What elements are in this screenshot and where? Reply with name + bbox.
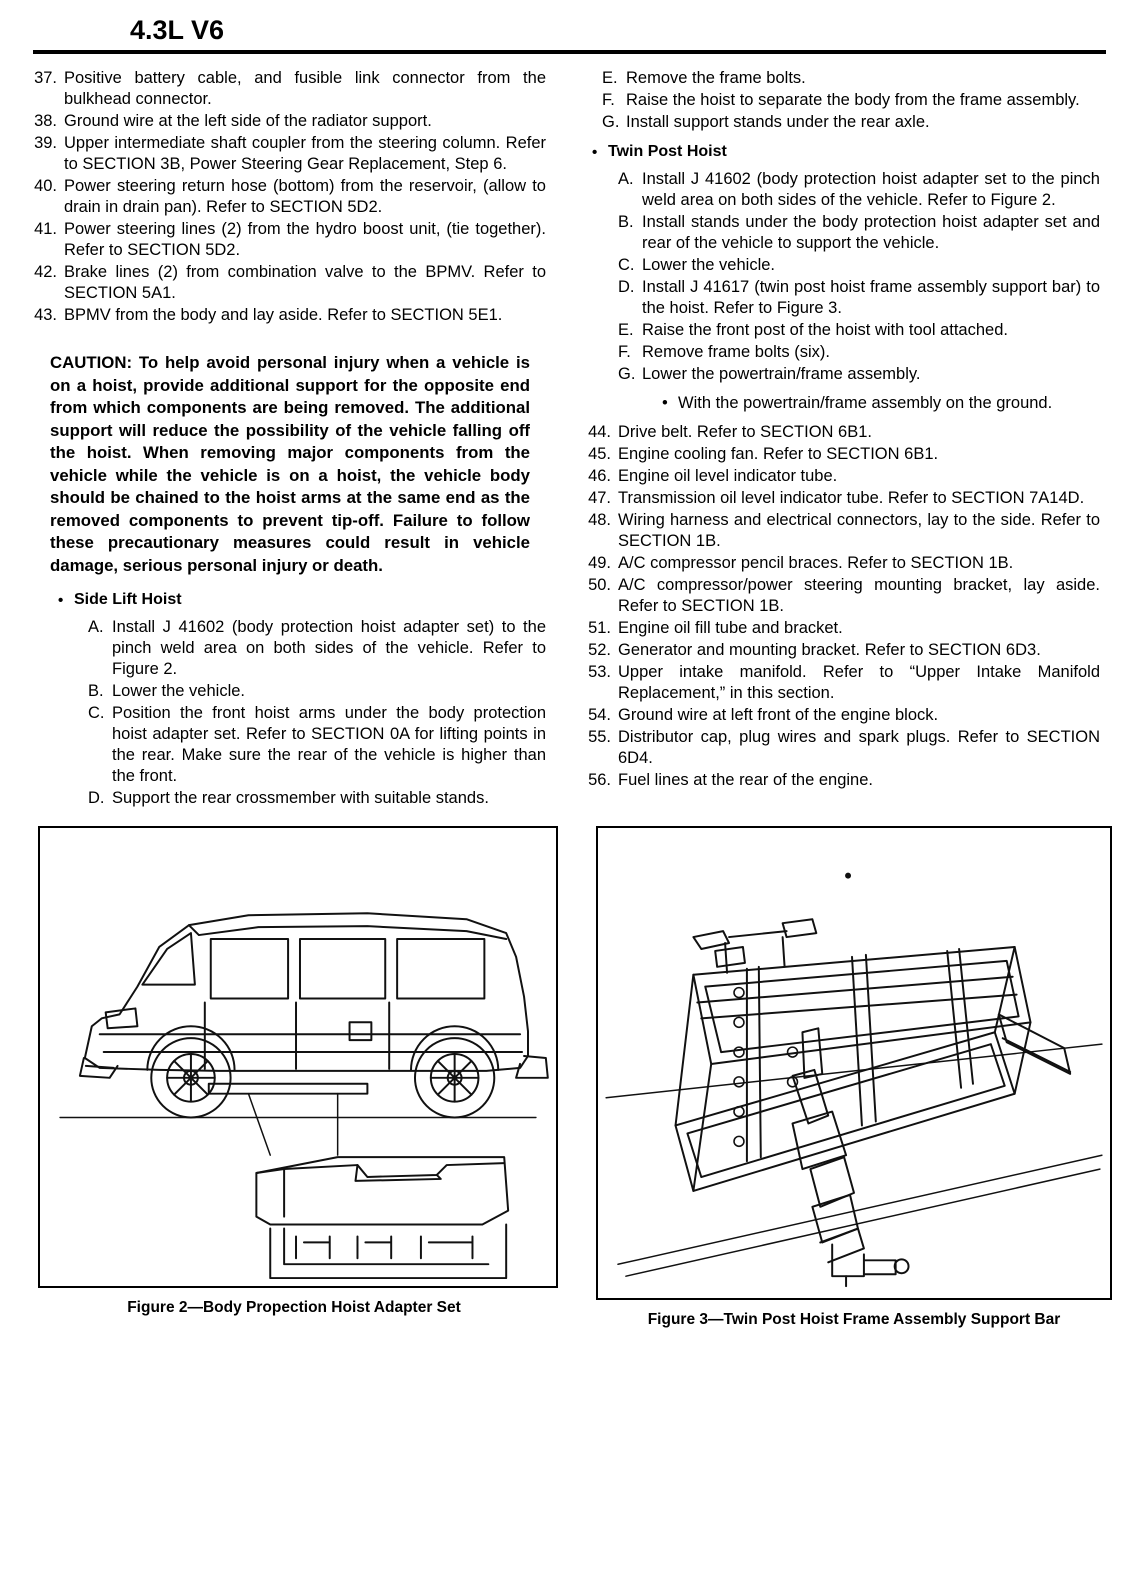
list-item-number: 47. xyxy=(588,489,611,507)
list-item-text: Install J 41617 (twin post hoist frame assembly support bar) to the hoist. Refer to Figure 3. xyxy=(642,278,1100,317)
list-item-text: Upper intake manifold. Refer to “Upper Intake Manifold Replacement,” in this section. xyxy=(618,663,1100,702)
figures-row xyxy=(30,826,1106,1330)
list-item-number: 39. xyxy=(34,134,57,152)
list-item xyxy=(584,705,1100,726)
list-item-number: 48. xyxy=(588,511,611,529)
list-item-text: Fuel lines at the rear of the engine. xyxy=(618,771,873,789)
list-item xyxy=(584,553,1100,574)
figure-2-caption: Figure 2—Body Propection Hoist Adapter Set xyxy=(127,1299,461,1316)
list-item-letter: G. xyxy=(618,365,636,383)
figure-3-frame xyxy=(596,826,1112,1300)
list-item-number: 41. xyxy=(34,220,57,238)
list-item-number: 45. xyxy=(588,445,611,463)
list-item xyxy=(602,112,1100,133)
list-item-number: 52. xyxy=(588,641,611,659)
list-item-number: 50. xyxy=(588,576,611,594)
list-item-text: Support the rear crossmember with suitable stands. xyxy=(112,789,489,807)
list-item xyxy=(602,90,1100,111)
list-item xyxy=(618,342,1100,363)
list-item-text: Remove the frame bolts. xyxy=(626,69,806,87)
list-item-text: Install stands under the body protection hoist adapter set and rear of the vehicle to support the vehicle. xyxy=(642,213,1100,252)
figure-3-block xyxy=(596,826,1112,1330)
list-item-number: 46. xyxy=(588,467,611,485)
list-item xyxy=(618,364,1100,385)
twin-post-subbullet-text: With the powertrain/frame assembly on the ground. xyxy=(678,394,1053,412)
list-item xyxy=(30,133,546,175)
list-item-text: Positive battery cable, and fusible link connector from the bulkhead connector. xyxy=(64,69,546,108)
list-item-text: Lower the vehicle. xyxy=(112,682,245,700)
list-item xyxy=(584,640,1100,661)
right-column xyxy=(584,68,1100,810)
list-item-text: A/C compressor pencil braces. Refer to SECTION 1B. xyxy=(618,554,1014,572)
figure-2-illustration xyxy=(40,828,556,1286)
list-item xyxy=(88,788,546,809)
list-item xyxy=(618,255,1100,276)
list-item xyxy=(584,510,1100,552)
caution-notice: CAUTION: To help avoid personal injury when a vehicle is on a hoist, provide additional support for the opposite end from which components are being removed. The additional support will reduce the possibility of the vehicle falling off the hoist. When removing major components from the vehicle while the vehicle is on a hoist, the vehicle body should be chained to the hoist arms at the same end as the removed components to prevent tip-off. Failure to follow these precautionary measures could result in vehicle damage, serious personal injury or death. xyxy=(50,353,530,575)
list-item-text: Install support stands under the rear axle. xyxy=(626,113,930,131)
side-lift-hoist-label: Side Lift Hoist xyxy=(74,591,182,608)
left-column xyxy=(30,68,546,810)
list-item xyxy=(584,422,1100,443)
list-item xyxy=(584,662,1100,704)
list-item xyxy=(88,703,546,787)
list-item-text: Drive belt. Refer to SECTION 6B1. xyxy=(618,423,873,441)
list-item-number: 43. xyxy=(34,306,57,324)
list-item-number: 55. xyxy=(588,728,611,746)
list-item-text: Transmission oil level indicator tube. Refer to SECTION 7A14D. xyxy=(618,489,1085,507)
list-item xyxy=(584,466,1100,487)
list-item-letter: E. xyxy=(602,69,618,87)
list-item-text: A/C compressor/power steering mounting bracket, lay aside. Refer to SECTION 1B. xyxy=(618,576,1100,615)
list-item-number: 53. xyxy=(588,663,611,681)
continued-lettered-steps xyxy=(602,68,1100,133)
list-item-text: Ground wire at the left side of the radiator support. xyxy=(64,112,432,130)
page-title: 4.3L V6 xyxy=(130,15,225,45)
list-item-letter: C. xyxy=(618,256,635,274)
list-item-number: 42. xyxy=(34,263,57,281)
list-item xyxy=(618,320,1100,341)
list-item xyxy=(584,444,1100,465)
list-item-number: 56. xyxy=(588,771,611,789)
bullet-icon: • xyxy=(58,592,64,609)
list-item-number: 38. xyxy=(34,112,57,130)
list-item-text: Engine oil fill tube and bracket. xyxy=(618,619,843,637)
list-item-number: 49. xyxy=(588,554,611,572)
list-item xyxy=(30,219,546,261)
left-numbered-list xyxy=(30,68,546,326)
list-item xyxy=(584,618,1100,639)
list-item xyxy=(584,770,1100,791)
list-item-letter: C. xyxy=(88,704,105,722)
side-lift-hoist-steps xyxy=(88,617,546,809)
list-item-letter: A. xyxy=(88,618,104,636)
list-item-text: BPMV from the body and lay aside. Refer to SECTION 5E1. xyxy=(64,306,503,324)
list-item-text: Engine oil level indicator tube. xyxy=(618,467,838,485)
list-item-text: Install J 41602 (body protection hoist adapter set) to the pinch weld area on both sides of the vehicle. Refer to Figure 2. xyxy=(112,618,546,678)
header-divider xyxy=(33,50,1106,54)
list-item-text: Lower the powertrain/frame assembly. xyxy=(642,365,921,383)
list-item xyxy=(584,575,1100,617)
list-item xyxy=(30,176,546,218)
twin-post-hoist-steps xyxy=(618,169,1100,385)
list-item-letter: F. xyxy=(618,343,631,361)
list-item-letter: A. xyxy=(618,170,634,188)
figure-2-frame xyxy=(38,826,558,1288)
list-item-letter: B. xyxy=(618,213,634,231)
list-item-text: Generator and mounting bracket. Refer to SECTION 6D3. xyxy=(618,641,1041,659)
body-columns xyxy=(30,68,1106,810)
list-item-text: Power steering return hose (bottom) from the reservoir, (allow to drain in drain pan). Refer to SECTION 5D2. xyxy=(64,177,546,216)
list-item xyxy=(30,305,546,326)
side-lift-hoist-heading xyxy=(58,591,546,611)
right-numbered-list xyxy=(584,422,1100,791)
list-item-text: Engine cooling fan. Refer to SECTION 6B1. xyxy=(618,445,939,463)
twin-post-hoist-heading xyxy=(592,143,1100,163)
twin-post-subbullet xyxy=(662,393,1100,414)
list-item xyxy=(30,68,546,110)
list-item-text: Position the front hoist arms under the body protection hoist adapter set. Refer to SECTION 0A for lifting points in the rear. Make sure the rear of the vehicle is higher than the front. xyxy=(112,704,546,785)
twin-post-hoist-label: Twin Post Hoist xyxy=(608,143,727,160)
list-item-number: 37. xyxy=(34,69,57,87)
figure-3-caption: Figure 3—Twin Post Hoist Frame Assembly Support Bar xyxy=(647,1311,1061,1328)
list-item-text: Raise the front post of the hoist with tool attached. xyxy=(642,321,1008,339)
list-item-text: Lower the vehicle. xyxy=(642,256,775,274)
list-item-letter: F. xyxy=(602,91,615,109)
list-item-number: 51. xyxy=(588,619,611,637)
list-item-letter: D. xyxy=(88,789,105,807)
list-item xyxy=(30,111,546,132)
list-item-number: 40. xyxy=(34,177,57,195)
list-item-text: Raise the hoist to separate the body from the frame assembly. xyxy=(626,91,1080,109)
list-item xyxy=(30,262,546,304)
list-item xyxy=(88,681,546,702)
figure-2-block xyxy=(30,826,558,1318)
list-item-text: Upper intermediate shaft coupler from the steering column. Refer to SECTION 3B, Power Steering Gear Replacement, Step 6. xyxy=(64,134,546,173)
page-header xyxy=(30,14,1106,54)
bullet-icon: • xyxy=(592,144,598,161)
list-item-letter: D. xyxy=(618,278,635,296)
list-item-text: Power steering lines (2) from the hydro boost unit, (tie together). Refer to SECTION 5D2. xyxy=(64,220,546,259)
list-item xyxy=(584,727,1100,769)
list-item xyxy=(584,488,1100,509)
list-item-text: Install J 41602 (body protection hoist adapter set to the pinch weld area on both sides of the vehicle. Refer to Figure 2. xyxy=(642,170,1100,209)
list-item-letter: B. xyxy=(88,682,104,700)
list-item-number: 44. xyxy=(588,423,611,441)
list-item-text: Remove frame bolts (six). xyxy=(642,343,830,361)
figure-3-illustration xyxy=(598,828,1110,1298)
list-item xyxy=(618,169,1100,211)
list-item xyxy=(602,68,1100,89)
list-item xyxy=(88,617,546,680)
list-item-letter: E. xyxy=(618,321,634,339)
list-item-text: Ground wire at left front of the engine block. xyxy=(618,706,939,724)
list-item-text: Distributor cap, plug wires and spark plugs. Refer to SECTION 6D4. xyxy=(618,728,1100,767)
bullet-icon: • xyxy=(662,394,668,412)
list-item-number: 54. xyxy=(588,706,611,724)
list-item-text: Brake lines (2) from combination valve to the BPMV. Refer to SECTION 5A1. xyxy=(64,263,546,302)
list-item xyxy=(618,277,1100,319)
list-item xyxy=(618,212,1100,254)
list-item-text: Wiring harness and electrical connectors, lay to the side. Refer to SECTION 1B. xyxy=(618,511,1100,550)
list-item-letter: G. xyxy=(602,113,620,131)
